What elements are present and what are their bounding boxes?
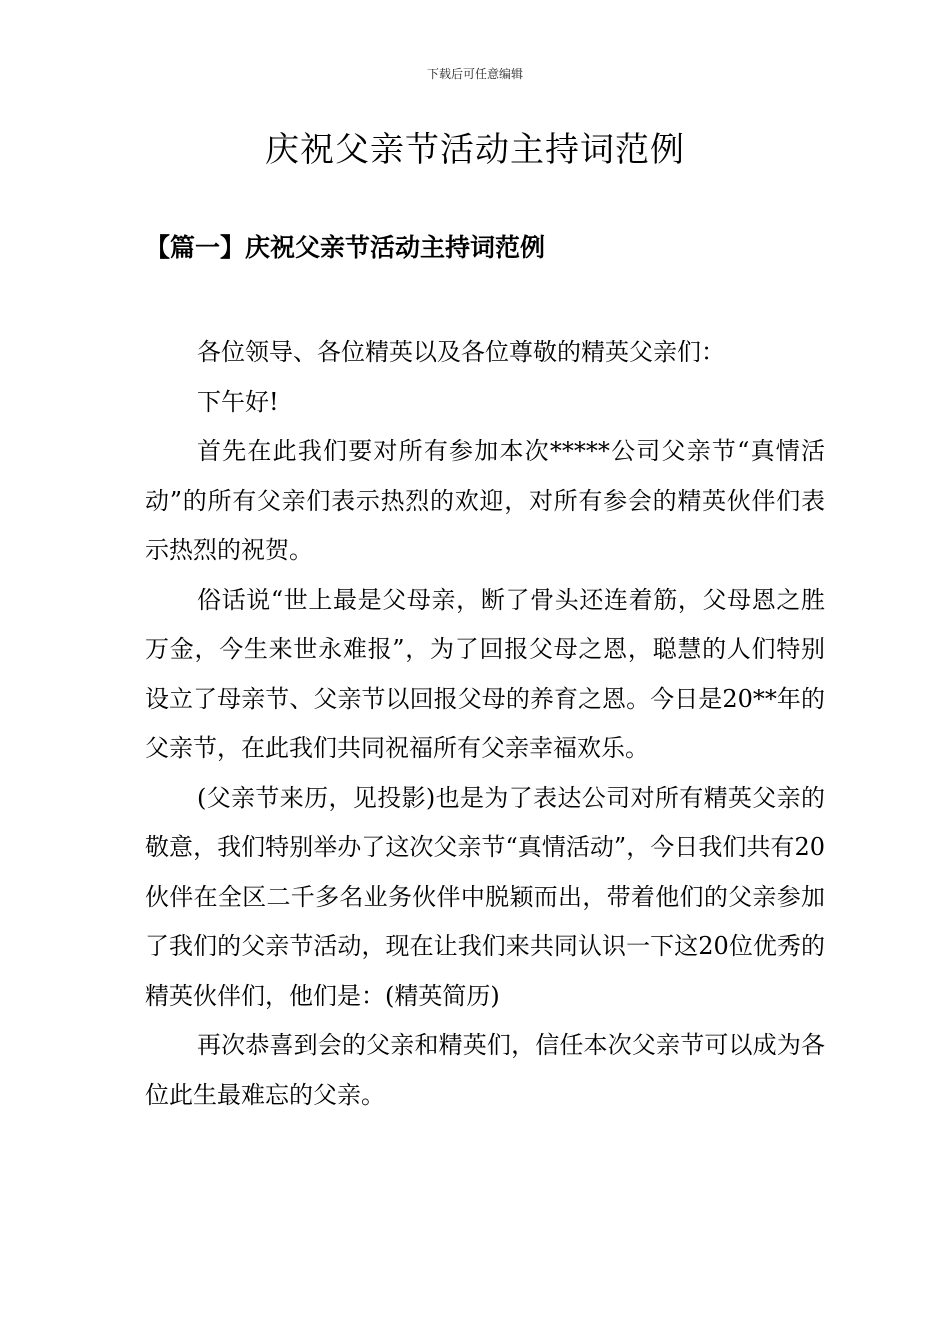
paragraph-event: (父亲节来历，见投影)也是为了表达公司对所有精英父亲的敬意，我们特别举办了这次父亲节“真情活动”，今日我们共有20伙伴在全区二千多名业务伙伴中脱颖而出，带着他们的父亲参加了我们的父亲节活动，现在让我们来共同认识一下这20位优秀的精英伙伴们，他们是：(精英简历) — [145, 783, 825, 1010]
document-title: 庆祝父亲节活动主持词范例 — [265, 130, 685, 170]
paragraph-closing: 再次恭喜到会的父亲和精英们，信任本次父亲节可以成为各位此生最难忘的父亲。 — [145, 1031, 825, 1109]
paragraph-saying: 俗话说“世上最是父母亲，断了骨头还连着筋，父母恩之胜万金，今生来世永难报”，为了回报父母之恩，聪慧的人们特别设立了母亲节、父亲节以回报父母的养育之恩。今日是20**年的父亲节，在此我们共同祝福所有父亲幸福欢乐。 — [145, 585, 825, 762]
document-body — [145, 328, 825, 1120]
paragraph-good-afternoon: 下午好! — [197, 387, 279, 416]
paragraph-greeting: 各位领导、各位精英以及各位尊敬的精英父亲们： — [197, 338, 725, 366]
section-heading: 【篇一】庆祝父亲节活动主持词范例 — [145, 233, 546, 262]
paragraph-welcome: 首先在此我们要对所有参加本次*****公司父亲节“真情活动”的所有父亲们表示热烈的欢迎，对所有参会的精英伙伴们表示热烈的祝贺。 — [145, 437, 825, 564]
header-note: 下载后可任意编辑 — [426, 67, 523, 81]
